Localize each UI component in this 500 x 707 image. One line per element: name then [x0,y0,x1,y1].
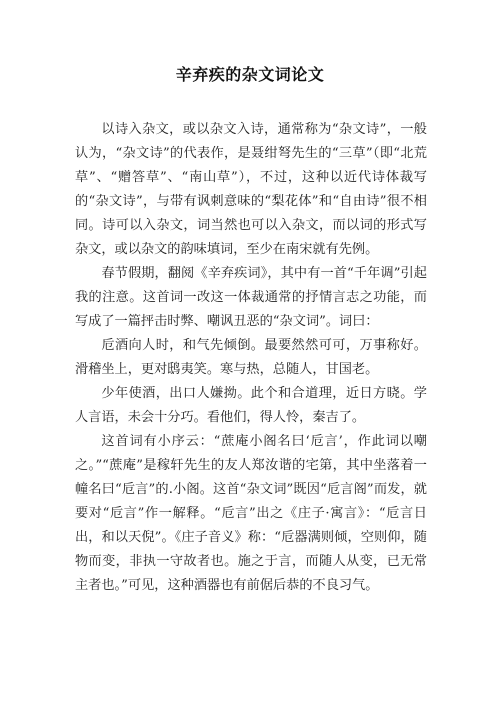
paragraph: 以诗入杂文，或以杂文入诗，通常称为“杂文诗”，一般认为，“杂文诗”的代表作，是聂绀弩先生的“三草”（即“北荒草”、“赠答草”、“南山草”），不过，这种以近代诗体裁写的“杂文诗”，与带有讽刺意味的“梨花体”和“自由诗”很不相同。诗可以入杂文，词当然也可以入杂文，而以词的形式写杂文，或以杂文的韵味填词，至少在南宋就有先例。 [75,122,427,257]
paragraph: 卮酒向人时，和气先倾倒。最要然然可可，万事称好。滑稽坐上，更对鸱夷笑。寒与热，总随人，甘国老。 [75,338,427,377]
paragraph: 少年使酒，出口人嫌拗。此个和合道理，近日方晓。学人言语，未会十分巧。看他们，得人怜，秦吉了。 [75,386,427,425]
document-body [75,118,427,598]
paragraph: 这首词有小序云：“蔗庵小阁名曰‘卮言’，作此词以嘲之。”“蔗庵”是稼轩先生的友人郑汝谐的宅第，其中坐落着一幢名曰“卮言”的.小阁。这首“杂文词”既因“卮言阁”而发，就要对“卮言”作一解释。“卮言”出之《庄子·寓言》：“卮言日出，和以天倪”。《庄子音义》称：“卮器满则倾，空则仰，随物而变，非执一守故者也。施之于言，而随人从变，已无常主者也。”可见，这种酒器也有前倨后恭的不良习气。 [75,434,427,593]
paragraph: 春节假期，翻阅《辛弃疾词》，其中有一首“千年调”引起我的注意。这首词一改这一体裁通常的抒情言志之功能，而写成了一篇抨击时弊、嘲讽丑恶的“杂文词”。词曰： [75,266,427,329]
document-title: 辛弃疾的杂文词论文 [175,65,325,84]
